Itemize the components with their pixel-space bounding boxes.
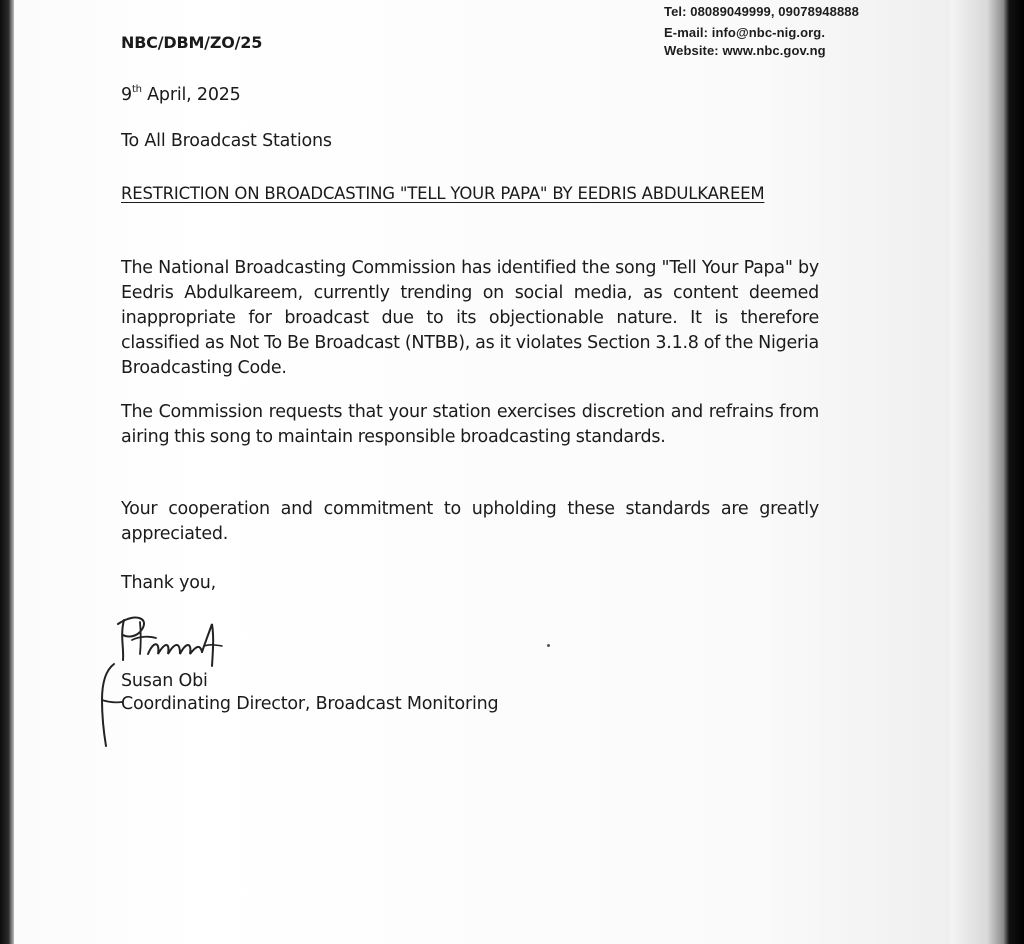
date-ordinal: th [131, 84, 142, 95]
letter-date [121, 84, 241, 105]
signatory-title: Coordinating Director, Broadcast Monitoring [121, 694, 499, 714]
body-paragraph: The Commission requests that your station exercises discretion and refrains from airing this song to maintain responsible broadcasting standards. [121, 402, 819, 447]
handwritten-signature [110, 610, 260, 670]
body-paragraph: Your cooperation and commitment to upholding these standards are greatly appreciated. [121, 499, 819, 544]
photo-dark-edge-right [950, 0, 1024, 944]
signatory-name: Susan Obi [121, 671, 208, 691]
recipient-line: To All Broadcast Stations [121, 131, 332, 151]
photo-dark-edge-left [0, 0, 14, 944]
date-day: 9 [121, 85, 132, 105]
date-month-year: April, 2025 [141, 85, 241, 105]
body-paragraph: The National Broadcasting Commission has identified the song "Tell Your Papa" by Eedris Abdulkareem, currently trending on social media, as content deemed inappropriate for broadcast due to its objectionable nature. It is therefore classified as Not To Be Broadcast (NTBB), as it violates Section 3.1.8 of the Nigeria Broadcasting Code. [121, 258, 819, 378]
letterhead-website: Website: www.nbc.gov.ng [664, 43, 826, 58]
reference-number: NBC/DBM/ZO/25 [121, 33, 263, 52]
letterhead-telephone: Tel: 08089049999, 09078948888 [664, 4, 859, 19]
paper-speck [547, 644, 550, 647]
closing-line: Thank you, [121, 573, 217, 593]
letterhead-email: E-mail: info@nbc-nig.org. [664, 25, 826, 40]
signature-bracket-stroke [92, 660, 124, 750]
subject-heading: RESTRICTION ON BROADCASTING "TELL YOUR PAPA" BY EEDRIS ABDULKAREEM [121, 184, 765, 203]
